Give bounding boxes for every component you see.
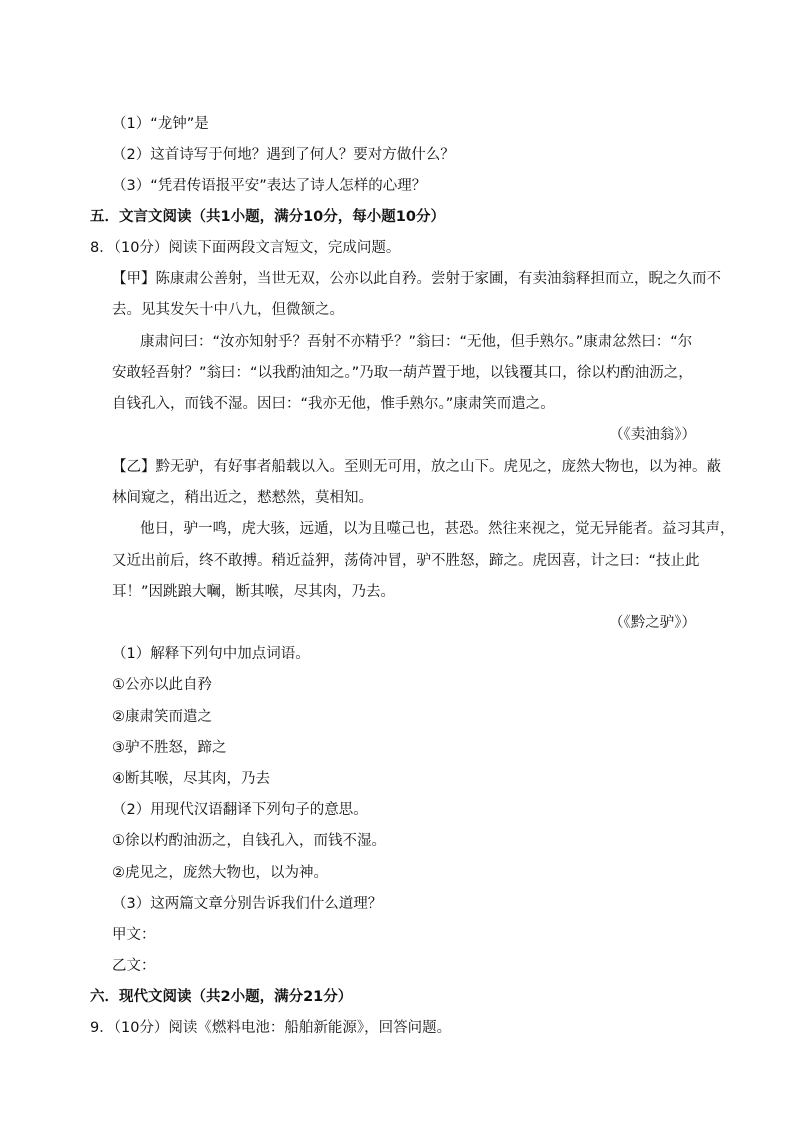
passage-yi-line: 又近出前后，终不敢搏。稍近益狎，荡倚冲冒，驴不胜怒，蹄之。虎因喜，计之曰：“技止此: [112, 553, 700, 569]
section-6-heading: 六．现代文阅读（共2小题，满分21分）: [90, 989, 353, 1005]
poem-question-2: （2）这首诗写于何地？遇到了何人？要对方做什么？: [112, 147, 455, 163]
question-9-intro: 9．（10分）阅读《燃料电池：船舶新能源》，回答问题。: [90, 1020, 452, 1036]
sub-question-1-prompt: （1）解释下列句中加点词语。: [112, 646, 310, 662]
passage-yi-source: （《黔之驴》）: [609, 615, 696, 631]
question-8-intro: 8．（10分）阅读下面两段文言短文，完成问题。: [90, 240, 401, 256]
passage-yi-line: 【乙】黔无驴，有好事者船载以入。至则无可用，放之山下。虎见之，庞然大物也，以为神。蔽: [112, 459, 721, 475]
passage-jia-line: 【甲】陈康肃公善射，当世无双，公亦以此自矜。尝射于家圃，有卖油翁释担而立，睨之久而不: [112, 271, 721, 287]
poem-question-1: （1）“龙钟”是: [112, 116, 209, 132]
sub-question-1-item: ③驴不胜怒，蹄之: [112, 740, 227, 756]
sub-question-3-prompt: （3）这两篇文章分别告诉我们什么道理？: [112, 896, 383, 912]
sub-question-1-item: ②康肃笑而遣之: [112, 709, 212, 725]
poem-question-3: （3）“凭君传语报平安”表达了诗人怎样的心理？: [112, 178, 427, 194]
sub-question-1-item: ①公亦以此自矜: [112, 677, 212, 693]
passage-jia-line: 安敢轻吾射？”翁曰：“以我酌油知之。”乃取一葫芦置于地，以钱覆其口，徐以杓酌油沥之，: [112, 365, 693, 381]
passage-jia-line: 康肃问曰：“汝亦知射乎？吾射不亦精乎？”翁曰：“无他，但手熟尔。”康肃忿然曰：“尔: [140, 334, 693, 350]
sub-question-2-item: ①徐以杓酌油沥之，自钱孔入，而钱不湿。: [112, 833, 386, 849]
passage-yi-line: 他日，驴一鸣，虎大骇，远遁，以为且噬己也，甚恐。然往来视之，觉无异能者。益习其声，: [140, 521, 735, 537]
section-5-heading: 五．文言文阅读（共1小题，满分10分，每小题10分）: [90, 209, 445, 225]
passage-jia-line: 去。见其发矢十中八九，但微颔之。: [112, 302, 344, 318]
sub-question-1-item: ④断其喉，尽其肉，乃去: [112, 771, 270, 787]
sub-question-2-item: ②虎见之，庞然大物也，以为神。: [112, 865, 328, 881]
sub-question-2-prompt: （2）用现代汉语翻译下列句子的意思。: [112, 802, 368, 818]
passage-yi-line: 林间窥之，稍出近之，慭慭然，莫相知。: [112, 490, 373, 506]
passage-yi-line: 耳！”因跳踉大㘎，断其喉，尽其肉，乃去。: [112, 584, 396, 600]
answer-label-jia: 甲文：: [112, 927, 156, 943]
answer-label-yi: 乙文：: [112, 958, 156, 974]
passage-jia-line: 自钱孔入，而钱不湿。因曰：“我亦无他，惟手熟尔。”康肃笑而遣之。: [112, 396, 555, 412]
passage-jia-source: （《卖油翁》）: [609, 427, 696, 443]
